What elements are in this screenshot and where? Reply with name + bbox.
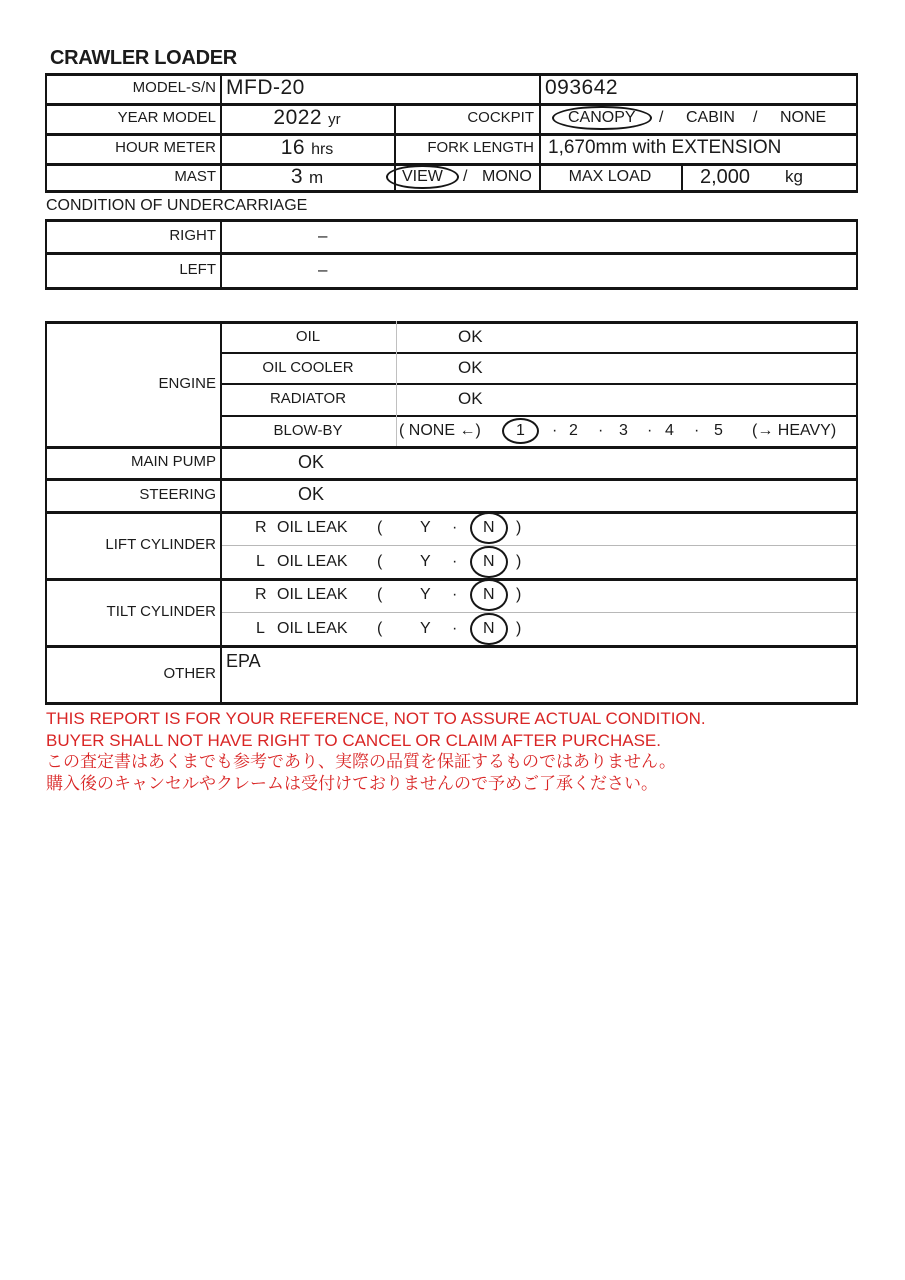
cockpit-separator: / bbox=[659, 109, 664, 126]
divider-line bbox=[856, 219, 858, 290]
leak-option-yes: Y bbox=[420, 553, 431, 570]
main-pump-label: MAIN PUMP bbox=[130, 453, 216, 470]
hour-meter-label: HOUR METER bbox=[115, 139, 216, 156]
lift-right-oil-leak-label: OIL LEAK bbox=[277, 519, 348, 536]
undercarriage-right-value: – bbox=[318, 226, 328, 245]
disclaimer-line-3: この査定書はあくまでも参考であり、実際の品質を保証するものではありません。 bbox=[46, 752, 677, 771]
tilt-right-oil-leak-label: OIL LEAK bbox=[277, 586, 348, 603]
disclaimer-line-2: BUYER SHALL NOT HAVE RIGHT TO CANCEL OR CLAIM AFTER PURCHASE. bbox=[46, 730, 661, 750]
disclaimer-block bbox=[46, 708, 706, 794]
leak-option-yes: Y bbox=[420, 519, 431, 536]
page-title: CRAWLER LOADER bbox=[50, 47, 237, 69]
leak-close-paren: ) bbox=[516, 519, 522, 536]
max-load-unit: kg bbox=[785, 167, 803, 186]
tilt-cylinder-label: TILT CYLINDER bbox=[106, 603, 216, 620]
fork-length-value: 1,670mm with EXTENSION bbox=[548, 137, 782, 158]
blow-by-level-1-selected bbox=[502, 415, 539, 446]
leak-option-yes: Y bbox=[420, 620, 431, 637]
cockpit-option-canopy-selected bbox=[552, 103, 652, 133]
divider-line bbox=[856, 73, 858, 193]
divider-line bbox=[396, 321, 397, 446]
leak-dot: · bbox=[452, 553, 458, 570]
tilt-left-leak-no-selected bbox=[470, 612, 508, 645]
steering-label: STEERING bbox=[139, 486, 216, 503]
divider-line bbox=[856, 321, 858, 705]
selection-circle: N bbox=[470, 613, 508, 645]
divider-line bbox=[681, 163, 683, 193]
lift-left-leak-no-selected bbox=[470, 545, 508, 578]
max-load-label: MAX LOAD bbox=[568, 168, 652, 185]
blow-by-level-4: 4 bbox=[665, 422, 674, 439]
hour-meter-value: 16 bbox=[280, 136, 306, 159]
undercarriage-left-label: LEFT bbox=[179, 261, 216, 278]
max-load-value: 2,000 bbox=[700, 166, 751, 188]
mast-unit: m bbox=[309, 168, 324, 187]
hour-meter-value-cell bbox=[220, 133, 394, 163]
lift-cylinder-label: LIFT CYLINDER bbox=[105, 536, 216, 553]
selection-circle: N bbox=[470, 579, 508, 611]
leak-close-paren: ) bbox=[516, 553, 522, 570]
mast-separator: / bbox=[463, 168, 468, 185]
blow-by-level-5: 5 bbox=[714, 422, 723, 439]
leak-open-paren: ( bbox=[377, 519, 383, 536]
leak-option-yes: Y bbox=[420, 586, 431, 603]
other-value: EPA bbox=[226, 651, 261, 671]
blow-by-dot: · bbox=[552, 422, 558, 439]
tilt-right-side: R bbox=[255, 586, 267, 603]
leak-open-paren: ( bbox=[377, 586, 383, 603]
model-value: MFD-20 bbox=[226, 76, 305, 99]
mast-value: 3 bbox=[290, 165, 303, 188]
blow-by-dot: · bbox=[694, 422, 700, 439]
undercarriage-right-label: RIGHT bbox=[169, 227, 216, 244]
undercarriage-heading: CONDITION OF UNDERCARRIAGE bbox=[46, 197, 308, 214]
lift-right-side: R bbox=[255, 519, 267, 536]
engine-item-oil-cooler-value: OK bbox=[458, 358, 483, 377]
cockpit-option-none: NONE bbox=[780, 109, 827, 126]
mast-option-view-selected bbox=[386, 163, 459, 191]
undercarriage-left-value: – bbox=[318, 260, 328, 279]
model-sn-label: MODEL-S/N bbox=[132, 79, 216, 96]
tilt-right-leak-no-selected bbox=[470, 578, 508, 612]
leak-open-paren: ( bbox=[377, 620, 383, 637]
cockpit-separator: / bbox=[753, 109, 758, 126]
year-model-label: YEAR MODEL bbox=[117, 109, 216, 126]
blow-by-prefix: ( NONE ←) bbox=[399, 422, 481, 439]
blow-by-level-2: 2 bbox=[569, 422, 578, 439]
other-label: OTHER bbox=[163, 665, 216, 682]
divider-line bbox=[45, 287, 858, 290]
leak-dot: · bbox=[452, 620, 458, 637]
engine-item-oil-cooler-label: OIL COOLER bbox=[262, 359, 354, 376]
selection-circle: 1 bbox=[502, 418, 539, 444]
mast-option-mono: MONO bbox=[482, 168, 532, 185]
leak-close-paren: ) bbox=[516, 620, 522, 637]
divider-line bbox=[220, 219, 222, 290]
fork-length-label: FORK LENGTH bbox=[427, 139, 534, 156]
selection-circle: N bbox=[470, 546, 508, 578]
engine-item-radiator-value: OK bbox=[458, 389, 483, 408]
leak-dot: · bbox=[452, 586, 458, 603]
blow-by-dot: · bbox=[598, 422, 604, 439]
disclaimer-line-1: THIS REPORT IS FOR YOUR REFERENCE, NOT TO ASSURE ACTUAL CONDITION. bbox=[46, 709, 706, 728]
mast-value-cell bbox=[220, 163, 394, 191]
steering-value: OK bbox=[298, 484, 325, 504]
disclaimer-line-4: 購入後のキャンセルやクレームは受付けておりませんので予めご了承ください。 bbox=[46, 773, 658, 793]
year-model-value-cell bbox=[220, 103, 394, 133]
hour-meter-unit: hrs bbox=[311, 141, 334, 158]
year-model-unit: yr bbox=[328, 111, 341, 128]
tilt-left-side: L bbox=[256, 620, 265, 637]
engine-item-oil-value: OK bbox=[458, 327, 483, 346]
serial-number-value: 093642 bbox=[545, 76, 619, 99]
blow-by-dot: · bbox=[647, 422, 653, 439]
selection-circle: CANOPY bbox=[552, 106, 652, 130]
engine-item-oil-label: OIL bbox=[295, 328, 321, 345]
lift-right-leak-no-selected bbox=[470, 511, 508, 545]
engine-item-radiator-label: RADIATOR bbox=[269, 390, 347, 407]
engine-label: ENGINE bbox=[158, 375, 216, 392]
leak-open-paren: ( bbox=[377, 553, 383, 570]
lift-left-side: L bbox=[256, 553, 265, 570]
leak-dot: · bbox=[452, 519, 458, 536]
tilt-left-oil-leak-label: OIL LEAK bbox=[277, 620, 348, 637]
selection-circle: VIEW bbox=[386, 165, 459, 189]
selection-circle: N bbox=[470, 512, 508, 544]
cockpit-label: COCKPIT bbox=[467, 109, 534, 126]
blow-by-label: BLOW-BY bbox=[273, 422, 343, 439]
leak-close-paren: ) bbox=[516, 586, 522, 603]
blow-by-suffix: (→ HEAVY) bbox=[752, 422, 837, 439]
year-model-value: 2022 bbox=[273, 106, 323, 129]
main-pump-value: OK bbox=[298, 452, 325, 472]
blow-by-level-3: 3 bbox=[619, 422, 628, 439]
divider-line bbox=[45, 702, 858, 705]
lift-left-oil-leak-label: OIL LEAK bbox=[277, 553, 348, 570]
mast-label: MAST bbox=[174, 168, 216, 185]
cockpit-option-cabin: CABIN bbox=[686, 109, 735, 126]
